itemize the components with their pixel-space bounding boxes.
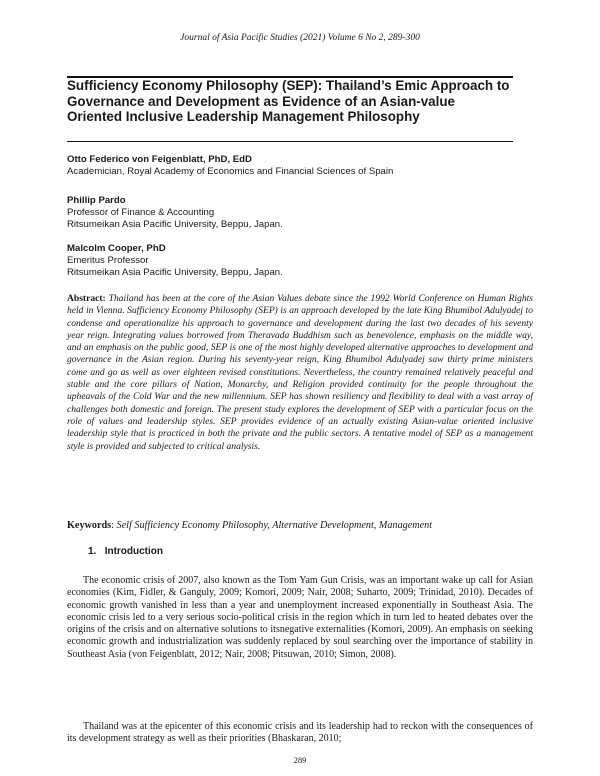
abstract-label: Abstract: [67,293,106,304]
body-paragraph: The economic crisis of 2007, also known as the Tom Yam Gun Crisis, was an important wake up call for Asian economies (Kim, Fidler, & Ganguly, 2009; Komori, 2009; Nair, 2008; Suharto, 2009; Trinidad, 2010). Decades of economic growth vanished in less than a year and unemployment increased exponentially in Southeast Asia. The economic crisis led to a very serious socio-political crisis in the region which in turn led to heated debates over the origins of the crisis and on alternative solutions to itsnegative externalities (Komori, 2009). An emphasis on seeking economic growth and industrialization was suddenly replaced by soul searching over the importance of stability in Southeast Asia (von Feigenblatt, 2012; Nair, 2008; Pitsuwan, 2010; Simon, 2008). [67,575,533,660]
paper-title: Sufficiency Economy Philosophy (SEP): Thailand’s Emic Approach to Governance and Development as Evidence of an Asian-value Oriented Inclusive Leadership Management Philosophy [67,78,510,125]
keywords-label: Keywords [67,520,112,531]
author-affiliation: Ritsumeikan Asia Pacific University, Beppu, Japan. [67,266,283,278]
author-affiliation: Academician, Royal Academy of Economics and Financial Sciences of Spain [67,165,394,177]
page-number: 289 [293,755,307,765]
section-number: 1. [88,546,97,557]
title-bottom-rule [67,141,513,142]
author-block [67,195,283,230]
body-paragraph: Thailand was at the epicenter of this economic crisis and its leadership had to reckon with the consequences of its development strategy as well as their priorities (Bhaskaran, 2010; [67,721,533,745]
author-position: Professor of Finance & Accounting [67,206,215,218]
author-block [67,154,393,178]
abstract [67,293,533,453]
author-block [67,243,283,278]
abstract-text: Thailand has been at the core of the Asian Values debate since the 1992 World Conference on Human Rights held in Vienna. Sufficiency Economy Philosophy (SEP) is an approach developed by the late King Bhumibol Adulyadej to condense and operationalize his approach to governance and development during the last two decades of his seventy year reign. Integrating values borrowed from Theravada Buddhism such as benevolence, emphasis on the middle way, and an emphasis on the public good, SEP is one of the most highly developed alternative approaches to development and governance in the Asian region. During his seventy-year reign, King Bhumibol Adulyadej saw thirty prime ministers come and go as well as over eighteen revised constitutions. Nevertheless, the country remained relatively peaceful and stable and the core pillars of Nation, Monarchy, and Religion provided continuity for the people throughout the upheavals of the Cold War and the new millennium. SEP has shown resiliency and flexibility to deal with a vast array of challenges both domestic and foreign. The present study explores the development of SEP with a particular focus on the role of values and leadership styles. SEP provides evidence of an actually existing Asian-value oriented inclusive leadership style that is practiced in both the private and the public sectors. A tentative model of SEP as a management style is provided and subjected to critical analysis. [67,293,533,452]
author-name: Phillip Pardo [67,195,126,206]
journal-header: Journal of Asia Pacific Studies (2021) Volume 6 No 2, 289-300 [180,33,420,43]
section-heading [88,546,163,557]
keywords: Keywords: Self Sufficiency Economy Philosophy, Alternative Development, Management [67,520,433,531]
keywords-text: Self Sufficiency Economy Philosophy, Alternative Development, Management [116,520,433,531]
author-name: Malcolm Cooper, PhD [67,243,166,254]
author-affiliation: Ritsumeikan Asia Pacific University, Beppu, Japan. [67,218,283,230]
author-position: Emeritus Professor [67,254,149,266]
author-name: Otto Federico von Feigenblatt, PhD, EdD [67,154,252,165]
section-title: Introduction [104,546,164,557]
